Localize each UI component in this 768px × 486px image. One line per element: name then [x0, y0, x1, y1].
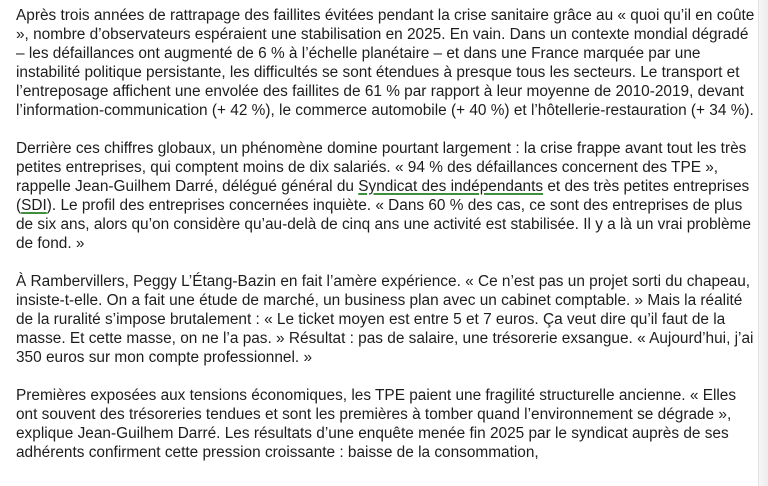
link-syndicat-des-independants[interactable]: Syndicat des indépendants — [358, 178, 544, 195]
article-body — [16, 6, 761, 481]
paragraph-rambervillers — [16, 272, 761, 367]
paragraph-2-text-c: ). Le profil des entreprises concernées inquiète. « Dans 60 % des cas, ce sont des entreprises de plus de six ans, alors qu’on considère qu’au-delà de cinq ans une activité est stabilisée. Il y a là un vrai problème de fond. » — [16, 197, 751, 252]
paragraph-1-text: Après trois années de rattrapage des faillites évitées pendant la crise sanitaire grâce au « quoi qu’il en coûte », nombre d’observateurs espéraient une stabilisation en 2025. En vain. Dans un contexte mondial dégradé – les défaillances ont augmenté de 6 % à l’échelle planétaire – et dans une France marquée par une instabilité politique persistante, les difficultés se sont étendues à presque tous les secteurs. Le transport et l’entreposage affichent une envolée des faillites de 61 % par rapport à leur moyenne de 2010-2019, devant l’information-communication (+ 42 %), le commerce automobile (+ 40 %) et l’hôtellerie-restauration (+ 34 %). — [16, 7, 755, 119]
paragraph-2-text-b: et des très petites entreprises ( — [16, 178, 750, 214]
paragraph-4-text: Premières exposées aux tensions économiques, les TPE paient une fragilité structurelle ancienne. « Elles ont souvent des trésoreries tendues et sont les premières à tomber quand l’environnement se dégrade », explique Jean-Guilhem Darré. Les résultats d’une enquête menée fin 2025 par le syndicat auprès de ses adhérents confirment cette pression croissante : baisse de la consommation, — [16, 387, 737, 461]
page-right-edge — [758, 0, 768, 486]
paragraph-2-text-a: Derrière ces chiffres globaux, un phénomène domine pourtant largement : la crise frappe avant tout les très petites entreprises, qui comptent moins de dix salariés. « 94 % des défaillances concernent des TPE », rappelle Jean-Guilhem Darré, délégué général du — [16, 140, 747, 195]
link-sdi[interactable]: SDI — [21, 197, 47, 214]
paragraph-tpe-crisis — [16, 139, 761, 253]
paragraph-3-text: À Rambervillers, Peggy L’Étang-Bazin en fait l’amère expérience. « Ce n’est pas un projet sorti du chapeau, insiste-t-elle. On a fait une étude de marché, un business plan avec un cabinet comptable. » Mais la réalité de la ruralité s’impose brutalement : « Le ticket moyen est entre 5 et 7 euros. Ça veut dire qu’il faut de la masse. Et cette masse, on ne l’a pas. » Résultat : pas de salaire, une trésorerie exsangue. « Aujourd’hui, j’ai 350 euros sur mon compte professionnel. » — [16, 273, 754, 366]
paragraph-structural-fragility — [16, 386, 761, 462]
paragraph-bankruptcy-context — [16, 6, 761, 120]
